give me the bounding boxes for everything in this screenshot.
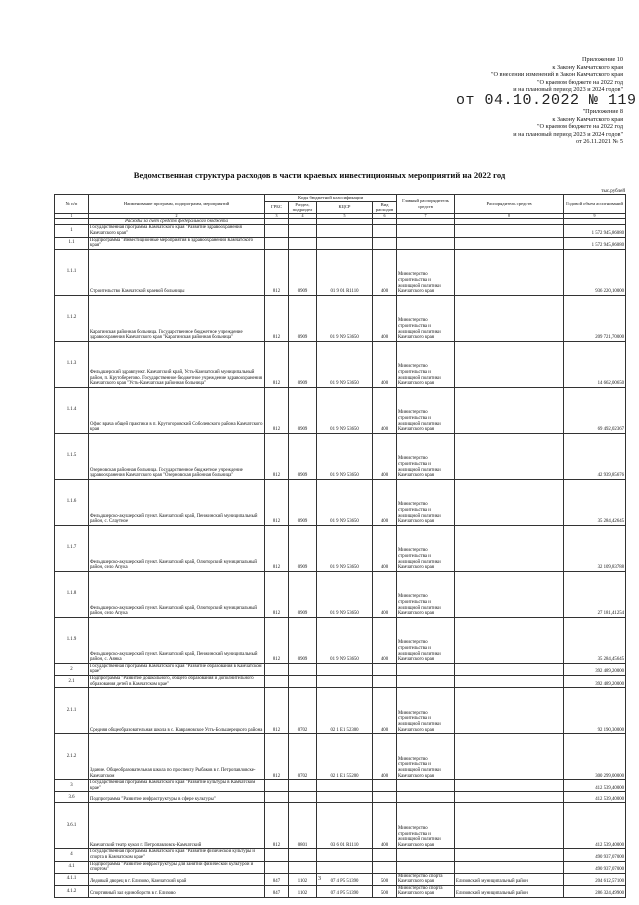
row-kcsr: 01 9 N9 53650 [317,295,373,341]
row-recipient [455,571,564,617]
row-razdel: 0909 [289,249,317,295]
header-line: к Закону Камчатского края [552,63,623,71]
row-name: Государственная программа Камчатского края "Развитие культуры в Камчатском крае" [89,780,265,792]
row-num: 3 [55,780,89,792]
table-row [55,249,626,295]
row-razdel [289,861,317,873]
row-kcsr: 02 1 E1 52300 [317,688,373,734]
row-vid: 400 [373,249,397,295]
row-recipient [455,734,564,780]
row-manager [397,780,455,792]
row-num: 4.1.1 [55,873,89,885]
row-name: Подпрограмма "Развитие инфраструктуры для занятий физической культурой и спортом" [89,861,265,873]
row-vid: 400 [373,479,397,525]
row-num: 3.6 [55,792,89,803]
row-recipient [455,849,564,861]
row-razdel: 0702 [289,734,317,780]
row-grbs [265,237,289,249]
appendix-header [491,56,623,94]
row-kcsr [317,792,373,803]
row-name: Государственная программа Камчатского края "Развитие физической культуры и спорта в Камчатском крае" [89,849,265,861]
row-manager: Министерство строительства и жилищной политики Камчатского края [397,479,455,525]
row-manager [397,663,455,675]
row-total: 35 284,45645 [564,617,626,663]
table-row [55,525,626,571]
row-num: 1.1.8 [55,571,89,617]
column-number: 7 [397,213,455,218]
col-grbs-header: ГРБС [265,201,289,213]
row-grbs: 847 [265,873,289,885]
row-num: 2.1.1 [55,688,89,734]
row-total: 412 539,40000 [564,780,626,792]
row-num: 2 [55,663,89,675]
row-manager: Министерство строительства и жилищной политики Камчатского края [397,617,455,663]
row-vid [373,780,397,792]
row-manager: Министерство строительства и жилищной политики Камчатского края [397,249,455,295]
row-manager [397,225,455,237]
row-manager: Министерство строительства и жилищной политики Камчатского края [397,387,455,433]
row-total: 35 284,42645 [564,479,626,525]
row-manager [397,675,455,687]
table-row [55,617,626,663]
row-name: Фельдшерско-акушерский пункт. Камчатский край, Пенжинский муниципальный район, с. Слаутное [89,479,265,525]
row-total: 69 492,02367 [564,387,626,433]
row-num: 1 [55,225,89,237]
row-num: 4.1 [55,861,89,873]
row-recipient [455,675,564,687]
header-line: "О краевом бюджете на 2022 год [537,78,623,86]
row-recipient [455,617,564,663]
row-vid [373,225,397,237]
row-manager: Министерство строительства и жилищной политики Камчатского края [397,688,455,734]
row-num: 1.1.3 [55,341,89,387]
row-name: Офис врача общей практики в п. Крутогоровский Соболевского района Камчатского края [89,387,265,433]
row-razdel: 0909 [289,433,317,479]
row-razdel: 0702 [289,688,317,734]
row-manager: Министерство строительства и жилищной политики Камчатского края [397,433,455,479]
row-name: Подпрограмма "Развитие дошкольного, общего образования и дополнительного образования детей в Камчатском крае" [89,675,265,687]
row-razdel [289,225,317,237]
row-kcsr [317,849,373,861]
row-recipient [455,803,564,849]
row-razdel: 0909 [289,617,317,663]
table-row [55,433,626,479]
table-row [55,849,626,861]
row-grbs: 812 [265,387,289,433]
row-name: Озерновская районная больница. Государственное бюджетное учреждение здравоохранения Камчатского края "Озерновская районная больница" [89,433,265,479]
column-number: 8 [455,213,564,218]
table-row [55,479,626,525]
row-total: 490 937,07000 [564,849,626,861]
row-razdel [289,675,317,687]
table-row [55,780,626,792]
row-razdel: 0909 [289,341,317,387]
table-row [55,387,626,433]
row-grbs [265,792,289,803]
row-grbs [265,663,289,675]
header-line: "Приложение 8 [582,108,623,115]
row-manager: Министерство строительства и жилищной политики Камчатского края [397,295,455,341]
column-number: 2 [89,213,265,218]
row-kcsr: 02 1 E1 55200 [317,734,373,780]
col-recipient-header: Распорядитель средств [455,195,564,214]
col-total-header: Годовой объем ассигнований [564,195,626,214]
row-grbs: 812 [265,433,289,479]
row-name: Подпрограмма "Развитие инфраструктуры в сфере культуры" [89,792,265,803]
table-row [55,663,626,675]
column-number: 4 [289,213,317,218]
row-total: 286 324,49900 [564,885,626,897]
col-codes-group-header: Коды бюджетной классификации [265,195,397,202]
row-name: Ледовый дворец в г. Елизово, Камчатский край [89,873,265,885]
row-recipient [455,688,564,734]
row-vid [373,861,397,873]
row-vid: 400 [373,295,397,341]
document-title: Ведомственная структура расходов в части краевых инвестиционных мероприятий на 2022 год [133,170,506,180]
row-vid: 400 [373,688,397,734]
row-grbs [265,225,289,237]
row-recipient [455,295,564,341]
row-manager: Министерство строительства и жилищной политики Камчатского края [397,341,455,387]
table-row [55,225,626,237]
row-razdel: 0801 [289,803,317,849]
row-manager: Министерство спорта Камчатского края [397,885,455,897]
page-number: 3 [318,876,321,882]
row-total: 300 299,00000 [564,734,626,780]
row-vid: 400 [373,803,397,849]
row-grbs: 812 [265,617,289,663]
table-row [55,341,626,387]
row-vid: 400 [373,387,397,433]
row-recipient: Елизовский муниципальный район [455,873,564,885]
row-recipient [455,663,564,675]
row-grbs: 847 [265,885,289,897]
row-razdel [289,780,317,792]
col-num-header: № п/п [55,195,89,214]
row-razdel [289,663,317,675]
row-recipient [455,387,564,433]
header-line: "О краевом бюджете на 2022 год [537,123,623,131]
row-vid: 400 [373,525,397,571]
col-name-header: Наименование программ, подпрограмм, мероприятий [89,195,265,214]
row-manager [397,792,455,803]
row-num: 1.1.5 [55,433,89,479]
row-name: Фельдшерский здравпункт. Камчатский край, Усть-Камчатский муниципальный район, п. Крутоберегово. Государственное бюджетное учреждение здравоохранения Камчатского края "Усть-Камчатская районная больница" [89,341,265,387]
row-vid: 400 [373,571,397,617]
row-kcsr: 01 9 01 R1110 [317,249,373,295]
row-name: Государственная программа Камчатского края "Развитие образования в Камчатском крае" [89,663,265,675]
row-num: 3.6.1 [55,803,89,849]
row-manager [397,849,455,861]
row-total: 412 539,40000 [564,792,626,803]
decision-stamp: от 04.10.2022 № 119 [456,92,637,109]
row-razdel: 1102 [289,885,317,897]
row-kcsr: 07 4 P5 51390 [317,873,373,885]
col-kcsr-header: КЦСР [317,201,373,213]
row-total: 1 572 945,86080 [564,225,626,237]
column-number: 1 [55,213,89,218]
row-total: 936 220,10000 [564,249,626,295]
row-kcsr: 01 9 N9 53650 [317,341,373,387]
row-razdel: 0909 [289,525,317,571]
table-row [55,792,626,803]
row-recipient [455,237,564,249]
row-vid [373,675,397,687]
row-name: Фельдшерско-акушерский пункт. Камчатский край, Олюторский муниципальный район, село Апука [89,571,265,617]
row-name: Здание. Общеобразовательная школа по проспекту Рыбаков в г. Петропавловске-Камчатском [89,734,265,780]
table-row [55,861,626,873]
row-grbs: 812 [265,341,289,387]
row-manager [397,861,455,873]
expenditure-table [54,194,626,898]
table-row [55,885,626,897]
row-vid [373,849,397,861]
row-vid: 500 [373,885,397,897]
row-total: 14 662,00650 [564,341,626,387]
row-num: 1.1.1 [55,249,89,295]
col-vid-header: Вид расходов [373,201,397,213]
row-manager: Министерство строительства и жилищной политики Камчатского края [397,525,455,571]
row-total: 412 539,40000 [564,803,626,849]
row-recipient [455,433,564,479]
row-num: 2.1.2 [55,734,89,780]
row-manager: Министерство строительства и жилищной политики Камчатского края [397,571,455,617]
row-num: 4.1.2 [55,885,89,897]
row-vid: 500 [373,873,397,885]
row-vid [373,663,397,675]
header-line: и на плановый период 2023 и 2024 годов" [513,130,623,138]
row-num: 2.1 [55,675,89,687]
row-kcsr [317,237,373,249]
row-razdel [289,792,317,803]
row-recipient [455,780,564,792]
row-kcsr: 01 9 N9 53650 [317,387,373,433]
col-razdel-header: Раздел, подраздел [289,201,317,213]
row-vid: 400 [373,734,397,780]
row-total: 32 109,83788 [564,525,626,571]
header-line: и на плановый период 2023 и 2024 годов" [513,86,623,94]
row-grbs: 812 [265,479,289,525]
column-number: 5 [317,213,373,218]
col-manager-header: Главный распорядитель средств [397,195,455,214]
column-number: 6 [373,213,397,218]
row-num: 1.1 [55,237,89,249]
row-manager: Министерство строительства и жилищной политики Камчатского края [397,803,455,849]
row-razdel: 0909 [289,387,317,433]
row-total: 1 572 945,86080 [564,237,626,249]
row-total: 27 181,41254 [564,571,626,617]
row-recipient [455,341,564,387]
row-razdel: 0909 [289,479,317,525]
row-name: Подпрограмма "Инвестиционные мероприятия в здравоохранении Камчатского края" [89,237,265,249]
table-row [55,571,626,617]
table-row [55,734,626,780]
row-grbs [265,675,289,687]
row-grbs: 812 [265,688,289,734]
table-row [55,295,626,341]
row-vid: 400 [373,341,397,387]
previous-appendix-header [513,108,623,146]
row-recipient [455,861,564,873]
table-row [55,237,626,249]
row-razdel [289,849,317,861]
header-line: от 26.11.2021 № 5 [576,138,623,146]
row-grbs: 812 [265,734,289,780]
row-kcsr: 01 9 N9 53650 [317,433,373,479]
row-manager [397,237,455,249]
row-vid [373,237,397,249]
header-line: "О внесении изменений в Закон Камчатского края [491,71,623,79]
row-num: 1.1.6 [55,479,89,525]
row-num: 1.1.7 [55,525,89,571]
header-line: Приложение 10 [582,56,623,63]
row-grbs: 812 [265,803,289,849]
row-name: Спортивный зал единоборств в г. Елизово [89,885,265,897]
row-recipient [455,792,564,803]
row-recipient [455,479,564,525]
row-total: 204 612,57100 [564,873,626,885]
row-grbs [265,849,289,861]
row-recipient [455,525,564,571]
row-recipient: Елизовский муниципальный район [455,885,564,897]
section-heading-row [55,218,626,225]
row-name: Фельдшерско-акушерский пункт. Камчатский край, Олюторский муниципальный район, село Апука [89,525,265,571]
row-kcsr [317,663,373,675]
row-grbs [265,861,289,873]
row-kcsr: 01 9 N9 53650 [317,617,373,663]
table-row [55,803,626,849]
row-vid [373,792,397,803]
column-number: 3 [265,213,289,218]
row-kcsr [317,861,373,873]
row-kcsr: 07 4 P5 51390 [317,885,373,897]
row-recipient [455,225,564,237]
row-total: 392 489,20000 [564,675,626,687]
unit-label: тыс.рублей [601,189,625,194]
row-razdel: 0909 [289,295,317,341]
row-razdel: 0909 [289,571,317,617]
table-row [55,688,626,734]
row-kcsr [317,780,373,792]
row-total: 490 937,07000 [564,861,626,873]
row-num: 1.1.4 [55,387,89,433]
row-total: 392 489,20000 [564,663,626,675]
row-total: 42 939,85676 [564,433,626,479]
row-num: 4 [55,849,89,861]
row-razdel [289,237,317,249]
row-vid: 400 [373,617,397,663]
row-name: Строительство Камчатской краевой больницы [89,249,265,295]
row-name: Государственная программа Камчатского края "Развитие здравоохранения Камчатского края" [89,225,265,237]
row-grbs [265,780,289,792]
row-name: Камчатский театр кукол г. Петропавловск-Камчатский [89,803,265,849]
row-vid: 400 [373,433,397,479]
row-kcsr [317,675,373,687]
row-manager: Министерство спорта Камчатского края [397,873,455,885]
header-line: к Закону Камчатского края [552,115,623,123]
row-recipient [455,249,564,295]
row-name: Фельдшерско-акушерский пункт. Камчатский край, Пенжинский муниципальный район, с. Аянка [89,617,265,663]
row-razdel: 1102 [289,873,317,885]
row-kcsr: 03 6 01 R1110 [317,803,373,849]
row-num: 1.1.9 [55,617,89,663]
row-grbs: 812 [265,571,289,617]
row-total: 92 190,30000 [564,688,626,734]
row-name: Карагинская районная больница. Государственное бюджетное учреждение здравоохранения Камчатского края "Карагинская районная больница" [89,295,265,341]
row-grbs: 812 [265,525,289,571]
column-number: 9 [564,213,626,218]
table-row [55,675,626,687]
row-manager: Министерство строительства и жилищной политики Камчатского края [397,734,455,780]
row-kcsr: 01 9 N9 53650 [317,525,373,571]
row-kcsr: 01 9 N9 53650 [317,571,373,617]
row-num: 1.1.2 [55,295,89,341]
row-name: Средняя общеобразовательная школа в с. Каврановское Усть-Большерецкого района [89,688,265,734]
row-grbs: 812 [265,249,289,295]
row-kcsr: 01 9 N9 53650 [317,479,373,525]
section-heading: Расходы за счет средств федерального бюджета [89,218,265,225]
row-grbs: 812 [265,295,289,341]
row-kcsr [317,225,373,237]
row-total: 209 721,70000 [564,295,626,341]
